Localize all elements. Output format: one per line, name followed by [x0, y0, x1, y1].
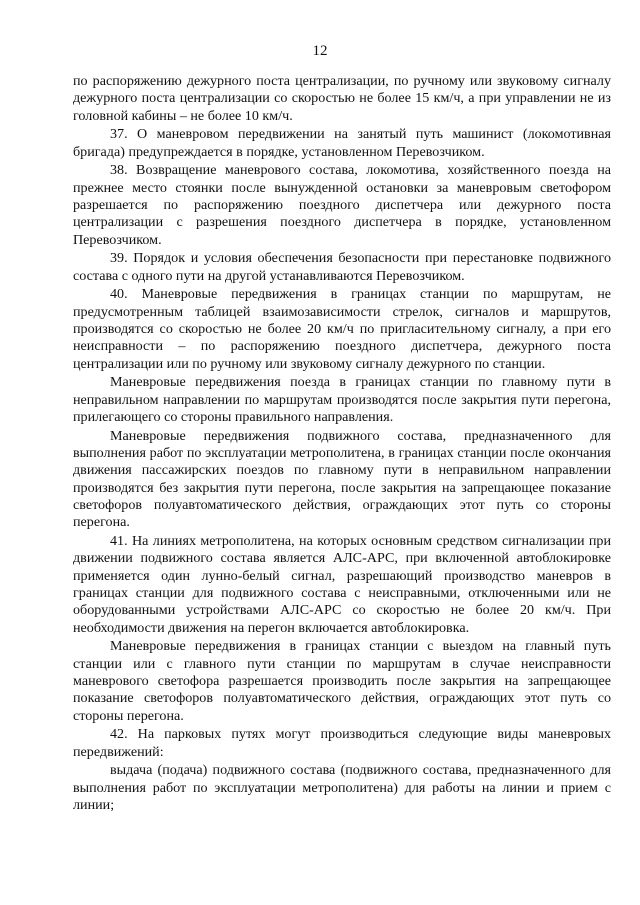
document-body: [73, 73, 611, 816]
paragraph: 39. Порядок и условия обеспечения безопасности при перестановке подвижного состава с одного пути на другой устанавливаются Перевозчиком.: [73, 250, 611, 284]
paragraph: 38. Возвращение маневрового состава, локомотива, хозяйственного поезда на прежнее место стоянки после вынужденной остановки за маневровым светофором разрешается по распоряжению поездного диспетчера или дежурного поста централизации с разрешения поездного диспетчера в порядке, установленном Перевозчиком.: [73, 162, 611, 248]
paragraph: 40. Маневровые передвижения в границах станции по маршрутам, не предусмотренным таблицей взаимозависимости стрелок, сигналов и маршрутов, производятся со скоростью не более 20 км/ч по пригласительному сигналу, а при его неисправности – по распоряжению поездного диспетчера, дежурного поста централизации или по ручному или звуковому сигналу дежурного по станции.: [73, 286, 611, 372]
paragraph: Маневровые передвижения в границах станции с выездом на главный путь станции или с главного пути станции по маршрутам в случае неисправности маневрового светофора разрешается производить после закрытия на запрещающее показание светофоров полуавтоматического действия, ограждающих этот путь со стороны перегона.: [73, 638, 611, 724]
paragraph: Маневровые передвижения поезда в границах станции по главному пути в неправильном направлении по маршрутам производятся после закрытия пути перегона, прилегающего со стороны правильного направления.: [73, 374, 611, 426]
paragraph: по распоряжению дежурного поста централизации, по ручному или звуковому сигналу дежурного поста централизации со скоростью не более 15 км/ч, а при управлении не из головной кабины – не более 10 км/ч.: [73, 73, 611, 124]
paragraph: 37. О маневровом передвижении на занятый путь машинист (локомотивная бригада) предупреждается в порядке, установленном Перевозчиком.: [73, 126, 611, 160]
paragraph: выдача (подача) подвижного состава (подвижного состава, предназначенного для выполнения работ по эксплуатации метрополитена) для работы на линии и прием с линии;: [73, 762, 611, 814]
paragraph: 42. На парковых путях могут производиться следующие виды маневровых передвижений:: [73, 726, 611, 760]
paragraph: 41. На линиях метрополитена, на которых основным средством сигнализации при движении подвижного состава является АЛС-АРС, при включенной автоблокировке применяется один лунно-белый сигнал, разрешающий производство маневров в границах станции для подвижного состава с неисправными, отключенными или не оборудованными устройствами АЛС-АРС со скоростью не более 20 км/ч. При необходимости движения на перегон включается автоблокировка.: [73, 533, 611, 636]
page-number: 12: [312, 43, 328, 59]
paragraph: Маневровые передвижения подвижного состава, предназначенного для выполнения работ по эксплуатации метрополитена, в границах станции после окончания движения пассажирских поездов по главному пути в неправильном направлении производятся без закрытия пути перегона, после закрытия на запрещающее показание светофоров полуавтоматического действия, ограждающих этот путь со стороны перегона.: [73, 427, 611, 531]
